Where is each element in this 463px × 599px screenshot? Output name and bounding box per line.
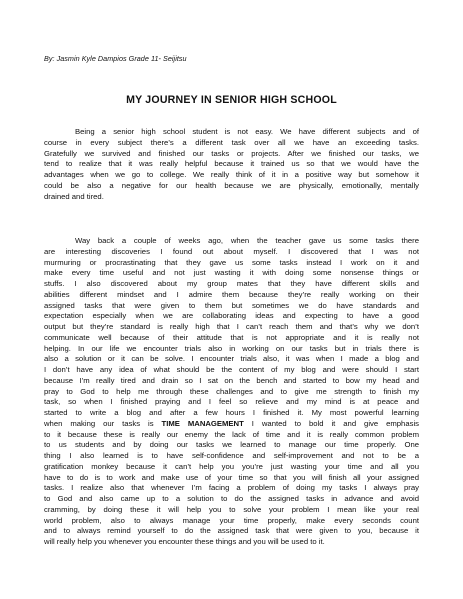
paragraph-line: gratification monkey because it can’t help you you’re just wasting your time and all you xyxy=(44,461,419,471)
paragraph-line: also a solution or it can be solve. I encounter trials also, it was when I made a blog and xyxy=(44,354,419,364)
paragraph-line: and to always remind yourself to do the assigned task that were given to you, because it xyxy=(44,526,419,536)
paragraph-line: advantages when we go to college. We really think of it in a positive way but somehow it xyxy=(44,170,419,179)
paragraph-line: thing I also learned is to have self-confidence and self-improvement and not to be a xyxy=(44,451,419,460)
line-text: I wanted to bold it and give emphasis xyxy=(251,418,420,428)
paragraph-line: helping. In our life we encounter trials also in working on our tasks but in trials there is xyxy=(44,343,419,353)
paragraph-line: pray to God to help me through these challenges and to give me strength to finish my xyxy=(44,386,419,396)
paragraph-line: to God and also came up to a solution to do the assigned tasks in advance and avoid xyxy=(44,494,419,503)
paragraph-line: started to write a blog and after a few hours I finished it. My most powerful learning xyxy=(44,408,419,417)
paragraph-line: abilities different mindset and I admire them because they’re really working on their xyxy=(44,289,419,299)
paragraph-line: could be also a negative for our health because we are physically, emotionally, mentally xyxy=(44,180,419,190)
paragraph-line: to it because these is really our enemy the lack of time and it is really common problem xyxy=(44,429,419,439)
paragraph-line: Way back a couple of weeks ago, when the teacher gave us some tasks there xyxy=(75,236,419,245)
paragraph-line: make every time useful and not just wasting it with doing some nonsense things or xyxy=(44,268,419,278)
paragraph-line: task, so when I finished praying and I feel so relieve and my mind is at peace and xyxy=(44,397,419,407)
paragraph-line-emphasis xyxy=(44,419,419,430)
paragraph-line: course in every subject there’s a different task over all we have an exceeding tasks. xyxy=(44,137,419,147)
time-management-emphasis: TIME MANAGEMENT xyxy=(161,418,244,428)
paragraph-line: cramming, by doing these it will help you to solve your problem I mean like your real xyxy=(44,504,419,514)
paragraph-line: because I’m really tired and drain so I sat on the bench and started to bow my head and xyxy=(44,375,419,385)
paragraph-line: murmuring or procrastinating that they gave us some tasks instead I work on it and xyxy=(44,257,419,267)
paragraph-line: I don’t have any idea of what should be the content of my blog and were should I start xyxy=(44,365,419,374)
paragraph-line: world problem, also to always manage your time properly, make every seconds count xyxy=(44,515,419,525)
paragraph-line: expectation especially when we are collaborating ideas and expecting to have a good xyxy=(44,311,419,321)
paragraph-line: to us students and by doing our tasks we learned to manage our time properly. One xyxy=(44,440,419,450)
paragraph-line: output but they’re standard is really high that I can’t reach them and that’s why we don’t xyxy=(44,322,419,331)
paragraph-line: stuffs. I also discovered about my group mates that they have different skills and xyxy=(44,279,419,288)
paragraph-line: assigned tasks that were given to them but sometimes we do have standards and xyxy=(44,300,419,310)
paragraph-line: Gratefully we survived and finished our tasks or projects. After we finished our tasks, we xyxy=(44,148,419,158)
document-title: MY JOURNEY IN SENIOR HIGH SCHOOL xyxy=(126,94,337,106)
paragraph-line: tend to realize that it was really helpful because it trained us so that we would have the xyxy=(44,159,419,169)
paragraph-line: drained and tired. xyxy=(44,191,104,201)
paragraph-line: have to do is to work and make use of your time so that you will finish all your assigned xyxy=(44,472,419,482)
paragraph-1 xyxy=(44,127,419,202)
paragraph-line: Being a senior high school student is not easy. We have different subjects and of xyxy=(75,127,419,136)
paragraph-line: communicate well because of their attitude that is not appropriate and it is really not xyxy=(44,332,419,342)
paragraph-line: will really help you whenever you encounter these things and you will be used to it. xyxy=(44,537,325,546)
paragraph-line: tasks. I realize also that whenever I’m facing a problem of doing my tasks I always pray xyxy=(44,483,419,493)
paragraph-2 xyxy=(44,236,419,548)
line-text: when making our tasks is xyxy=(44,418,162,428)
author-byline: By: Jasmin Kyle Dampios Grade 11- Seijitsu xyxy=(44,54,187,63)
paragraph-line: are interesting discoveries I found out about myself. I discovered that I was not xyxy=(44,246,419,256)
